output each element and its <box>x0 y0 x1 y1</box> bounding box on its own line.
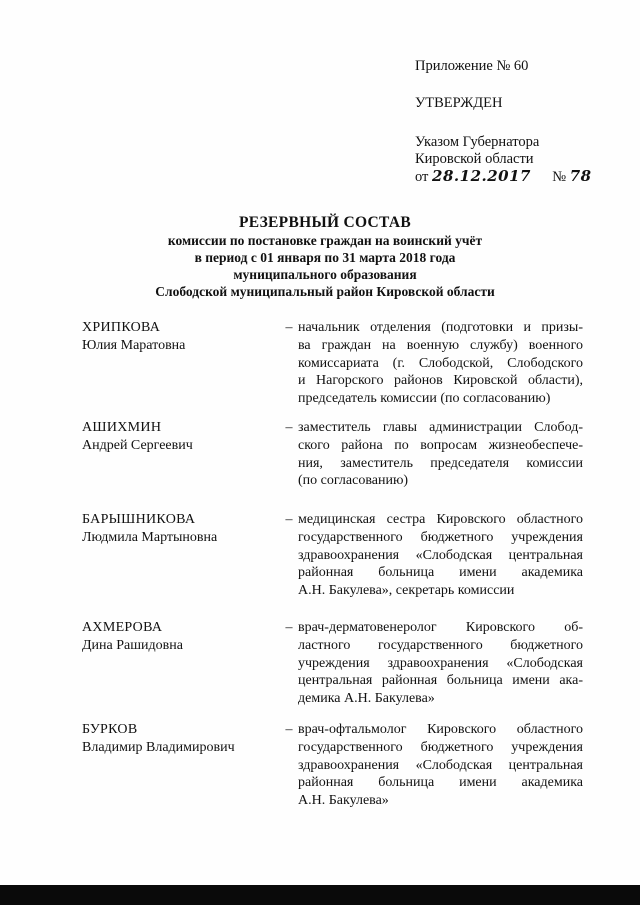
title-line-2: в период с 01 января по 31 марта 2018 года <box>194 250 456 265</box>
role-line: государственного бюджетного учреждения <box>298 739 583 755</box>
decree-line-2: Кировской области <box>415 151 534 167</box>
member-surname: ХРИПКОВА <box>82 320 161 335</box>
member-surname: АШИХМИН <box>82 420 162 435</box>
document-title: РЕЗЕРВНЫЙ СОСТАВ <box>238 214 412 231</box>
member-dash: – <box>285 420 293 435</box>
member-name <box>82 319 282 355</box>
role-line: врач-дерматовенеролог Кировского об- <box>298 620 583 635</box>
role-line: здравоохранения «Слободская центральная <box>298 757 583 773</box>
decree-line-1: Указом Губернатора <box>415 134 540 150</box>
role-line: комиссариата (г. Слободской, Слободского <box>298 355 583 371</box>
handwritten-date: 28.12.2017 <box>432 167 531 185</box>
title-line-1: комиссии по постановке граждан на воинский учёт <box>167 233 483 248</box>
member-given-name: Юлия Маратовна <box>82 337 186 353</box>
member-name <box>82 511 282 547</box>
member-role <box>298 511 583 600</box>
role-line: ластного государственного бюджетного <box>298 637 583 653</box>
member-dash: – <box>285 512 293 527</box>
role-line: А.Н. Бакулева» <box>298 793 389 809</box>
member-role <box>298 619 583 708</box>
number-prefix: № <box>552 169 567 185</box>
role-line: центральная районная больница имени ака- <box>298 673 583 689</box>
role-line: здравоохранения «Слободская центральная <box>298 547 583 563</box>
title-line-4: Слободской муниципальный район Кировской области <box>155 284 495 299</box>
member-dash: – <box>285 320 293 335</box>
approval-block <box>415 58 625 186</box>
member-surname: АХМЕРОВА <box>82 620 163 635</box>
role-line: начальник отделения (подготовки и призы- <box>298 320 583 335</box>
member-name <box>82 619 282 655</box>
decree-date-line <box>415 168 625 186</box>
member-given-name: Андрей Сергеевич <box>82 437 193 453</box>
approved-label: УТВЕРЖДЕН <box>415 95 503 111</box>
member-given-name: Дина Рашидовна <box>82 637 183 653</box>
appendix-label: Приложение № 60 <box>415 58 529 74</box>
role-line: ва граждан на военную службу) военного <box>298 337 583 353</box>
role-line: председатель комиссии (по согласованию) <box>298 391 551 407</box>
role-line: государственного бюджетного учреждения <box>298 529 583 545</box>
role-line: (по согласованию) <box>298 473 409 489</box>
role-line: районная больница имени академика <box>298 775 583 791</box>
scan-edge-strip <box>0 885 640 905</box>
role-line: А.Н. Бакулева», секретарь комиссии <box>298 583 515 599</box>
member-dash: – <box>285 722 293 737</box>
role-line: ского района по вопросам жизнеобеспече- <box>298 437 583 453</box>
member-name <box>82 721 282 757</box>
title-line-3: муниципального образования <box>233 267 417 282</box>
member-role <box>298 419 583 490</box>
role-line: медицинская сестра Кировского областного <box>298 512 583 527</box>
role-line: ния, заместитель председателя комиссии <box>298 455 583 471</box>
date-prefix: от <box>415 169 429 185</box>
role-line: и Нагорского районов Кировской области), <box>298 373 583 389</box>
document-title-block <box>60 213 590 300</box>
member-role <box>298 319 583 408</box>
member-given-name: Людмила Мартыновна <box>82 529 218 545</box>
member-name <box>82 419 282 455</box>
role-line: заместитель главы администрации Слобод- <box>298 420 583 435</box>
member-surname: БАРЫШНИКОВА <box>82 512 196 527</box>
role-line: районная больница имени академика <box>298 565 583 581</box>
member-surname: БУРКОВ <box>82 722 138 737</box>
handwritten-number: 78 <box>569 167 592 185</box>
member-given-name: Владимир Владимирович <box>82 739 235 755</box>
role-line: врач-офтальмолог Кировского областного <box>298 722 583 737</box>
role-line: демика А.Н. Бакулева» <box>298 691 435 707</box>
role-line: учреждения здравоохранения «Слободская <box>298 655 583 671</box>
member-role <box>298 721 583 810</box>
member-dash: – <box>285 620 293 635</box>
